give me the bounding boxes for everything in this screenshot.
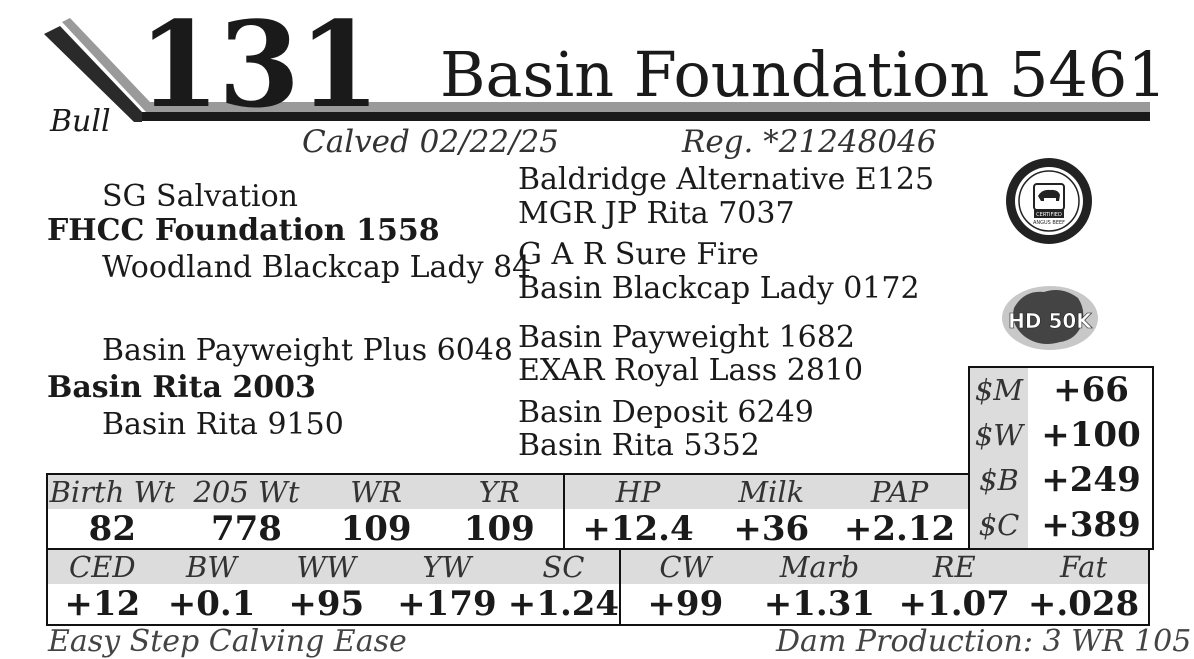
sire: FHCC Foundation 1558 <box>47 213 440 248</box>
header-pap: PAP <box>831 474 969 509</box>
header-marb: Marb <box>750 549 890 584</box>
value-205-wt: 778 <box>210 509 282 549</box>
header-cw: CW <box>620 549 749 584</box>
footer-left-note: Easy Step Calving Ease <box>48 624 407 659</box>
registration-number: Reg. *21248046 <box>682 124 937 160</box>
hd50k-badge <box>1000 278 1100 358</box>
dollar-w-label: $W <box>970 413 1028 458</box>
value-pap: +2.12 <box>843 509 956 549</box>
dollar-m-value: +66 <box>1053 370 1129 410</box>
header-sc: SC <box>508 549 620 584</box>
lot-number: 131 <box>138 0 379 134</box>
value-marb: +1.31 <box>763 584 876 624</box>
value-milk: +36 <box>733 509 810 549</box>
dam-sire-dam: EXAR Royal Lass 2810 <box>518 353 864 388</box>
certified-angus-beef-logo <box>1004 146 1094 256</box>
header-re: RE <box>889 549 1019 584</box>
performance-table <box>46 473 970 551</box>
dam-dam: Basin Rita 9150 <box>102 407 344 442</box>
value-sc: +1.24 <box>507 584 620 624</box>
sire-dam-sire: G A R Sure Fire <box>518 237 759 272</box>
header-ww: WW <box>266 549 386 584</box>
dollar-c-value: +389 <box>1041 505 1141 545</box>
dollar-w-value: +100 <box>1041 415 1141 455</box>
header-wr: WR <box>316 474 436 509</box>
header-fat: Fat <box>1019 549 1149 584</box>
dollar-c-label: $C <box>970 503 1028 548</box>
header-bw: BW <box>157 549 267 584</box>
footer-right-note: Dam Production: 3 WR 105 <box>776 624 1192 659</box>
value-wr: 109 <box>340 509 412 549</box>
value-ww: +95 <box>288 584 365 624</box>
dam-dam-dam: Basin Rita 5352 <box>518 428 760 463</box>
dollar-m-label: $M <box>970 368 1028 413</box>
value-cw: +99 <box>647 584 724 624</box>
epd-table <box>46 548 1150 626</box>
header-birth-wt: Birth Wt <box>47 474 177 509</box>
dam-dam-sire: Basin Deposit 6249 <box>518 395 814 430</box>
value-ced: +12 <box>64 584 141 624</box>
header-yw: YW <box>386 549 508 584</box>
header-hp: HP <box>564 474 712 509</box>
sire-sire: SG Salvation <box>102 179 298 214</box>
header-milk: Milk <box>711 474 831 509</box>
header-ced: CED <box>47 549 157 584</box>
animal-name: Basin Foundation 5461 <box>440 38 1167 111</box>
header-205-wt: 205 Wt <box>177 474 317 509</box>
sex-label: Bull <box>50 104 111 139</box>
value-birth-wt: 82 <box>88 509 136 549</box>
sire-dam: Woodland Blackcap Lady 84 <box>102 250 532 285</box>
svg-text:ANGUS BEEF: ANGUS BEEF <box>1032 220 1066 226</box>
value-yr: 109 <box>436 509 564 550</box>
dam-sire-sire: Basin Payweight 1682 <box>518 320 855 355</box>
sire-dam-dam: Basin Blackcap Lady 0172 <box>518 271 920 306</box>
sire-sire-sire: Baldridge Alternative E125 <box>518 162 935 197</box>
value-fat: +.028 <box>1027 584 1140 624</box>
svg-text:HD 50K: HD 50K <box>1008 309 1092 333</box>
dollar-index-panel <box>968 366 1154 550</box>
dollar-b-label: $B <box>970 458 1028 503</box>
header-yr: YR <box>436 474 564 509</box>
dam: Basin Rita 2003 <box>47 370 316 405</box>
value-bw: +0.1 <box>167 584 256 624</box>
dollar-b-value: +249 <box>1041 460 1141 500</box>
value-hp: +12.4 <box>582 509 694 549</box>
value-yw: +179 <box>397 584 497 624</box>
value-re: +1.07 <box>898 584 1010 624</box>
calved-date: Calved 02/22/25 <box>302 124 559 160</box>
dam-sire: Basin Payweight Plus 6048 <box>102 333 513 368</box>
svg-text:CERTIFIED: CERTIFIED <box>1036 212 1062 218</box>
sire-sire-dam: MGR JP Rita 7037 <box>518 196 795 231</box>
